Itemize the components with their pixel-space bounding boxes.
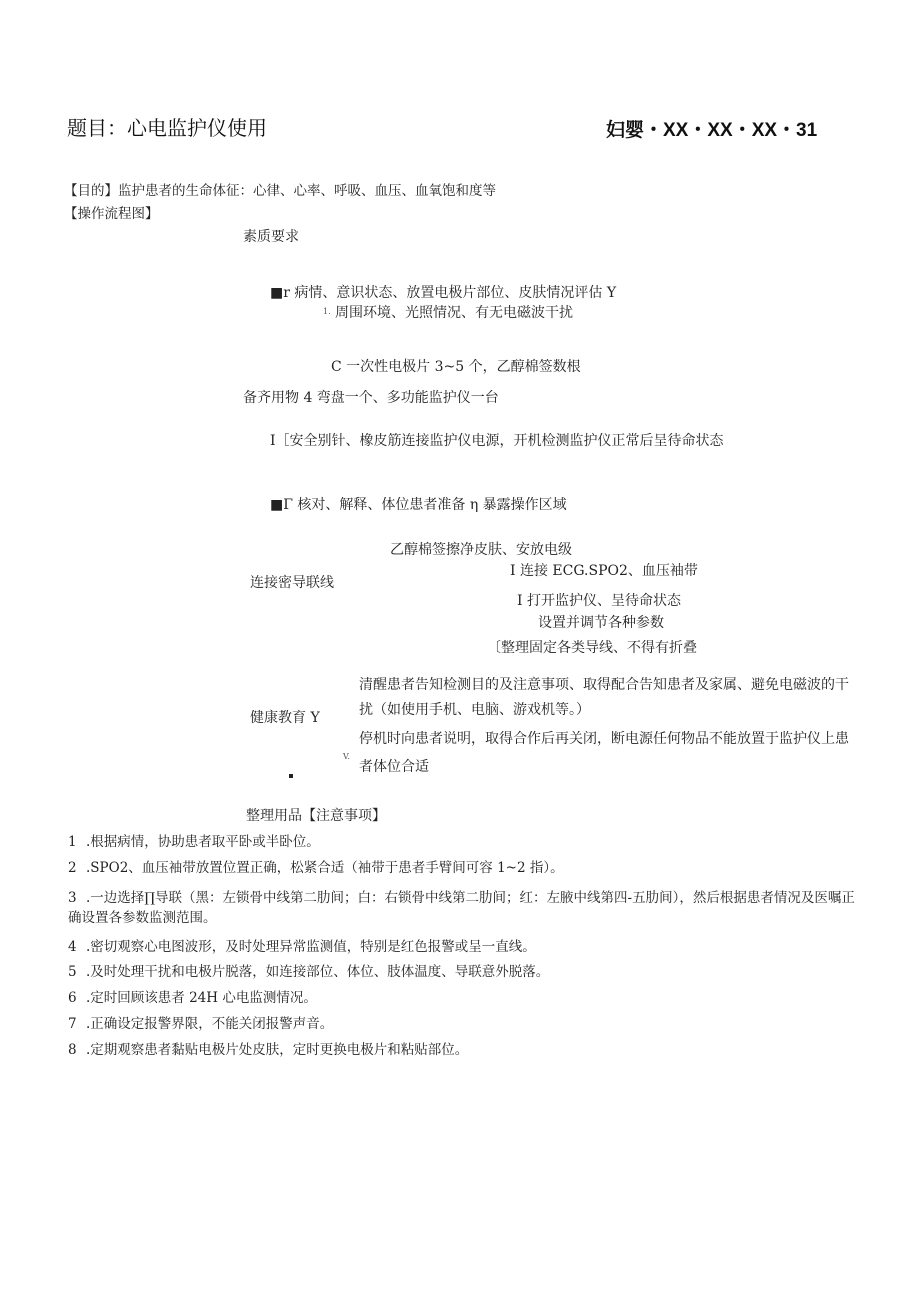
note-item-5 xyxy=(68,963,549,981)
note-number: 5 xyxy=(68,964,77,980)
note-item-8 xyxy=(68,1041,468,1059)
flow-supplies-2: 备齐用物 4 弯盘一个、多功能监护仪一台 xyxy=(243,390,499,406)
note-item-3 xyxy=(68,888,860,928)
flow-power: I［安全别针、橡皮筋连接监护仪电源，开机检测监护仪正常后呈待命状态 xyxy=(270,433,724,449)
purpose-text: 【目的】监护患者的生命体征：心律、心率、呼吸、血压、血氧饱和度等 xyxy=(64,183,496,199)
note-text: .及时处理干扰和电极片脱落，如连接部位、体位、肢体温度、导联意外脱落。 xyxy=(86,964,550,980)
flow-edu-mark: V. xyxy=(343,752,350,761)
flow-assess-2: 周围环境、光照情况、有无电磁波干扰 xyxy=(335,305,573,321)
note-number: 3 xyxy=(68,890,77,906)
note-number: 4 xyxy=(68,939,77,955)
flow-connect-3: I 打开监护仪、呈待命状态 xyxy=(517,593,681,609)
note-number: 2 xyxy=(68,860,77,876)
flow-supplies-1: C 一次性电极片 3~5 个，乙醇棉签数根 xyxy=(331,359,581,375)
flow-heading: 【操作流程图】 xyxy=(64,206,159,222)
note-number: 6 xyxy=(68,990,77,1006)
flow-patient: ■Γ 核对、解释、体位患者准备 η 暴露操作区域 xyxy=(270,497,567,513)
flow-connect-5: 〔整理固定各类导线、不得有折叠 xyxy=(487,640,697,656)
note-text: .根据病情，协助患者取平卧或半卧位。 xyxy=(86,834,320,850)
flow-quality: 素质要求 xyxy=(243,229,299,245)
note-item-1 xyxy=(68,833,320,851)
note-text: .定时回顾该患者 24H 心电监测情况。 xyxy=(86,990,317,1006)
flow-connect-label: 连接密导联线 xyxy=(250,575,334,591)
note-number: 1 xyxy=(68,834,77,850)
flow-assess-mark: 1. xyxy=(323,307,331,316)
flow-connect-1: 乙醇棉签擦净皮肤、安放电级 xyxy=(390,542,572,558)
page-title: 题目：心电监护仪使用 xyxy=(67,116,267,140)
flow-connect-2: I 连接 ECG.SPO2、血压袖带 xyxy=(510,563,698,579)
note-item-6 xyxy=(68,989,317,1007)
note-item-7 xyxy=(68,1015,333,1033)
note-text: .正确设定报警界限，不能关闭报警声音。 xyxy=(86,1016,334,1032)
bullet-mark xyxy=(289,774,293,778)
flow-edu-label: 健康教育 Y xyxy=(250,710,320,726)
note-item-2 xyxy=(68,859,564,877)
note-text: .SPO2、血压袖带放置位置正确，松紧合适（袖带于患者手臂间可容 1~2 指）。 xyxy=(86,860,564,876)
note-item-4 xyxy=(68,938,536,956)
flow-assess-1: ■r 病情、意识状态、放置电极片部位、皮肤情况评估 Y xyxy=(270,285,617,301)
note-text: .定期观察患者黏贴电极片处皮肤，定时更换电极片和粘贴部位。 xyxy=(86,1042,469,1058)
note-number: 8 xyxy=(68,1042,77,1058)
flow-edu-2: 停机时向患者说明，取得合作后再关闭，断电源任何物品不能放置于监护仪上患者体位合适 xyxy=(359,731,849,775)
note-text: .一边选择∏导联（黑：左锁骨中线第二肋间；白：右锁骨中线第二肋间；红：左腋中线第四-五肋间），然后根据患者情况及医嘱正确设置各参数监测范围。 xyxy=(68,890,855,926)
flow-edu-1: 清醒患者告知检测目的及注意事项、取得配合告知患者及家属、避免电磁波的干扰（如使用手机、电脑、游戏机等。） xyxy=(359,677,849,718)
flow-connect-4: 设置并调节各种参数 xyxy=(538,615,664,631)
note-number: 7 xyxy=(68,1016,77,1032)
note-text: .密切观察心电图波形，及时处理异常监测值，特别是红色报警或呈一直线。 xyxy=(86,939,536,955)
document-code: 妇婴・XX・XX・XX・31 xyxy=(606,120,818,141)
flow-tidy: 整理用品【注意事项】 xyxy=(246,808,386,824)
